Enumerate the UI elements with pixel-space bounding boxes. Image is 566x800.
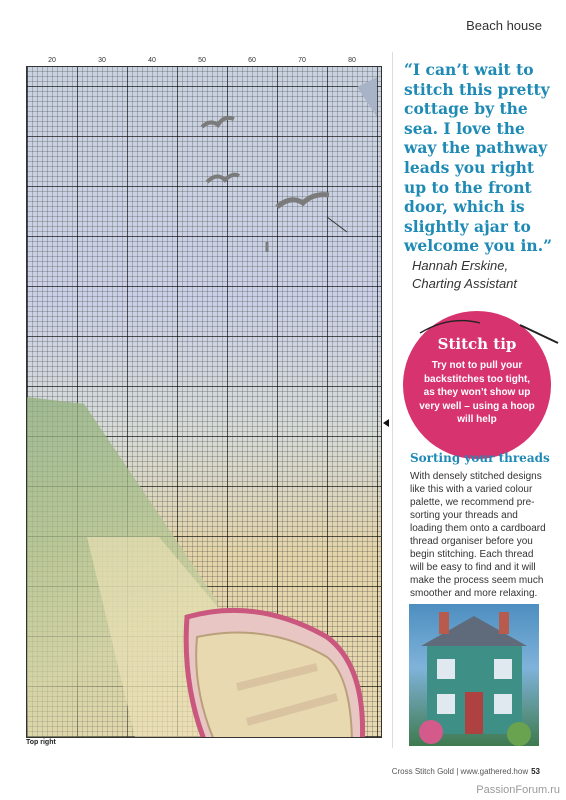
page-footer [392,767,540,776]
section-label: Beach house [466,18,542,33]
chart-caption: Top right [26,739,56,746]
quote-author-role: Charting Assistant [412,276,518,291]
stitch-tip-title: Stitch tip [437,335,517,353]
stitched-cottage-photo [409,604,539,746]
quote-author-name: Hannah Erskine, [412,258,509,273]
chart-seagulls [27,67,381,297]
column-number: 60 [248,57,256,64]
needle-icon [400,315,560,345]
column-number: 70 [298,57,306,64]
column-number: 30 [98,57,106,64]
chart-rowing-boat [177,597,377,738]
center-row-marker [383,419,389,427]
footer-text: Cross Stitch Gold | www.gathered.how [391,767,529,776]
column-divider [392,52,393,748]
quote-author [412,257,557,293]
page-number: 53 [531,767,540,776]
cross-stitch-chart [26,66,382,738]
column-number: 40 [148,57,156,64]
column-number: 50 [198,57,206,64]
sorting-threads-heading: Sorting your threads [410,451,550,465]
watermark: PassionForum.ru [476,784,560,796]
pull-quote: “I can’t wait to stitch this pretty cottage by the sea. I love the way the pathway leads you right up to the front door, which is slightly ajar to welcome you in.” [404,60,553,256]
column-number: 80 [348,57,356,64]
column-number: 20 [48,57,56,64]
sorting-threads-text: With densely stitched designs like this with a varied colour palette, we recommend pre-sorting your threads and loading them onto a cardboard thread organiser before you begin stitching. Each thread will be easy to find and it will make the process seem much smoother and more relaxing. [410,471,546,599]
stitch-tip-body: Try not to pull your backstitches too tight, as they won’t show up very well – using a hoop will help [419,360,535,425]
